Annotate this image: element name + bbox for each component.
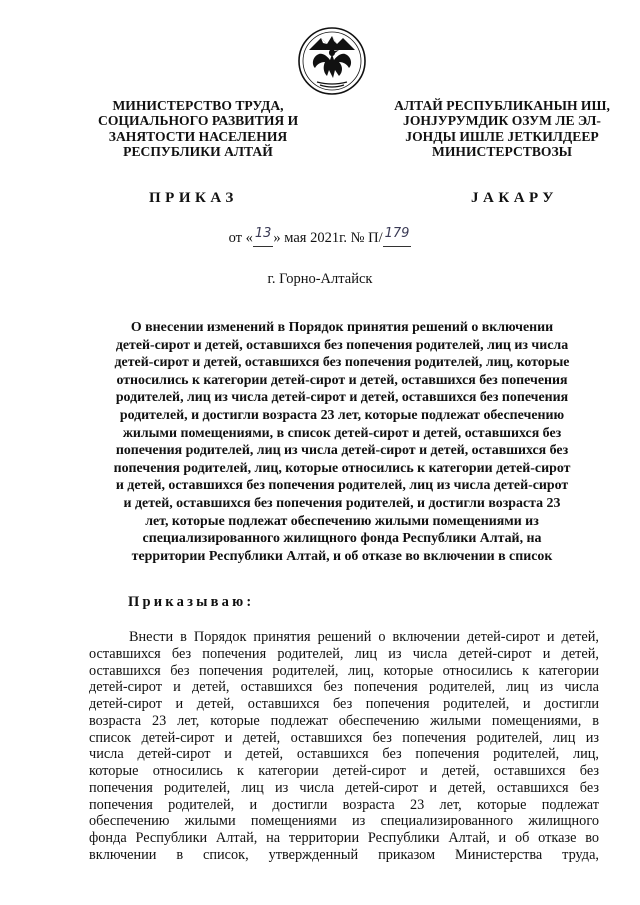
agency-line: РЕСПУБЛИКИ АЛТАЙ	[123, 144, 273, 160]
title-line: детей-сирот и детей, оставшихся без попечения родителей, лиц из числа	[115, 337, 569, 353]
title-line: детей-сирот и детей, оставшихся без попечения родителей, лиц, которые	[114, 355, 570, 371]
body-line: числа детей-сирот и детей, оставшихся без попечения родителей, лиц,	[89, 746, 599, 763]
title-line: лет, которые подлежат обеспечению жилыми помещениями из	[145, 513, 539, 529]
title-line: территории Республики Алтай, и об отказе во включении в список	[131, 548, 553, 564]
title-line: родителей, лиц из числа детей-сирот и детей, оставшихся без попечения	[115, 390, 569, 406]
title-line: специализированного жилищного фонда Республики Алтай, на	[142, 531, 542, 547]
title-line: попечения родителей, лиц, которые относились к категории детей-сирот	[113, 460, 571, 476]
agency-line: МИНИСТЕРСТВО ТРУДА,	[112, 98, 284, 113]
date-prefix: от «	[228, 230, 253, 246]
body-line: детей-сирот и детей, оставшихся без попечения родителей, и достигли	[89, 696, 599, 712]
body-line: возраста 23 лет, которые подлежат обеспечению жилыми помещениями, в	[89, 712, 599, 729]
altai-republic-emblem-icon	[297, 26, 367, 96]
body-line: которые относились к категории детей-сирот и детей, оставшихся без	[89, 763, 599, 779]
agency-line: СОЦИАЛЬНОГО РАЗВИТИЯ И	[98, 113, 299, 129]
agency-name-altai	[392, 98, 612, 160]
order-directive-heading: Приказываю:	[128, 594, 255, 610]
agency-line: JОНJУРУМДИК ОЗУМ ЛЕ ЭЛ-	[403, 113, 601, 129]
body-line: обеспечению жилыми помещениями из специализированного жилищного	[89, 813, 599, 830]
agency-name-russian	[98, 98, 298, 160]
city-line: г. Горно-Алтайск	[267, 271, 373, 287]
title-line: жилыми помещениями, в список детей-сирот и детей, оставшихся без	[122, 425, 562, 441]
body-line: попечения родителей, лиц из числа детей-сирот и детей, оставшихся без	[89, 779, 599, 796]
order-body	[89, 629, 599, 864]
body-line: попечения родителей, и достигли возраста 23 лет, которые подлежат	[89, 796, 599, 813]
body-line: список детей-сирот и детей, оставшихся без попечения родителей, лиц из	[89, 729, 599, 746]
title-line: попечения родителей, лиц из числа детей-сирот и детей, оставшихся без	[115, 443, 569, 459]
date-day-handwritten: 13	[254, 226, 272, 241]
body-line: Внести в Порядок принятия решений о включении детей-сирот и детей,	[129, 629, 599, 645]
title-line: относились к категории детей-сирот и детей, оставшихся без попечения	[116, 372, 568, 388]
order-number-handwritten: 179	[384, 226, 410, 241]
date-middle: » мая 2021г. № П/	[273, 230, 383, 246]
order-label-russian: ПРИКАЗ	[149, 190, 238, 206]
agency-line: МИНИСТЕРСТВОЗЫ	[431, 144, 573, 160]
agency-line: АЛТАЙ РЕСПУБЛИКАНЫН ИШ,	[394, 98, 610, 113]
agency-line: ЗАНЯТОСТИ НАСЕЛЕНИЯ	[108, 128, 288, 144]
order-number-underline	[383, 226, 412, 247]
body-line: детей-сирот и детей, оставшихся без попечения родителей, лиц из числа	[89, 679, 599, 696]
body-line: фонда Республики Алтай, на территории Республики Алтай, и об отказе во	[89, 830, 599, 846]
agency-line: JОНДЫ ИШЛЕ JЕТКИЛДЕЕР	[405, 128, 599, 144]
order-date-line	[0, 226, 640, 247]
body-line: оставшихся без попечения родителей, лиц из числа детей-сирот и детей,	[89, 645, 599, 662]
date-day-underline	[253, 226, 274, 247]
title-line: О внесении изменений в Порядок принятия решений о включении	[130, 320, 554, 335]
title-line: родителей, и достигли возраста 23 лет, которые подлежат обеспечению	[119, 407, 565, 423]
body-line: оставшихся без попечения родителей, лиц, которые относились к категории	[89, 662, 599, 679]
order-title	[84, 319, 600, 565]
order-label-altai: JАКАРУ	[471, 190, 558, 206]
body-line: включении в список, утвержденный приказом Министерства труда,	[89, 846, 599, 863]
title-line: и детей, оставшихся без попечения родителей, лиц из числа детей-сирот	[115, 478, 569, 494]
title-line: и детей, оставшихся без попечения родителей, и достигли возраста 23	[123, 495, 561, 511]
